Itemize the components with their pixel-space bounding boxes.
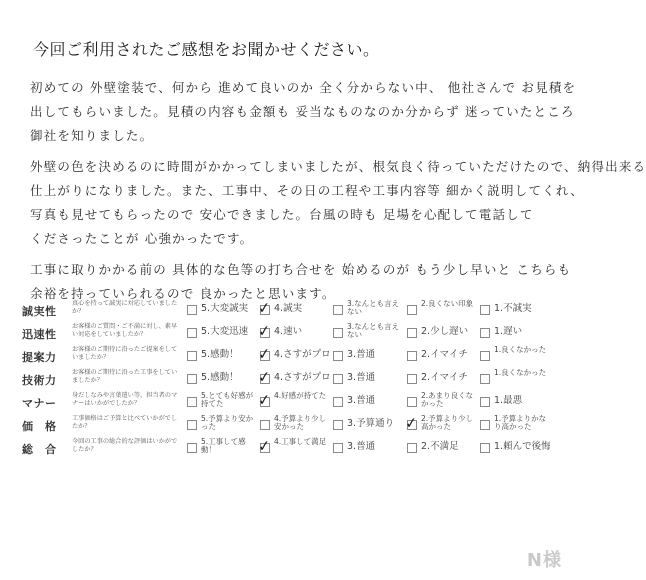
- checkbox[interactable]: [187, 420, 197, 430]
- survey-option[interactable]: [257, 321, 330, 343]
- survey-option[interactable]: [404, 413, 477, 435]
- survey-option[interactable]: [407, 325, 477, 343]
- survey-option[interactable]: [407, 391, 477, 412]
- survey-question: 工事価格はご予算と比べていかがでしたか？: [72, 415, 178, 430]
- option-label: 3.普通: [347, 441, 376, 452]
- checkbox[interactable]: [333, 443, 343, 453]
- survey-option[interactable]: [407, 348, 477, 366]
- survey-option[interactable]: [187, 437, 257, 458]
- survey-option[interactable]: [333, 417, 403, 435]
- checkbox[interactable]: [480, 420, 490, 430]
- option-label: 4.さすがプロ: [274, 349, 331, 360]
- checkbox[interactable]: [260, 420, 270, 430]
- survey-option[interactable]: [480, 414, 550, 435]
- checkbox[interactable]: [187, 443, 197, 453]
- survey-option[interactable]: [333, 394, 403, 412]
- option-label: 2.不満足: [421, 441, 459, 452]
- option-label: 5.感動！: [201, 349, 239, 360]
- survey-option[interactable]: [407, 440, 477, 458]
- option-label: 4.好感が持てた: [274, 391, 327, 400]
- survey-row: [22, 369, 552, 391]
- option-label: 5.とても好感が持てた: [201, 391, 254, 408]
- survey-option[interactable]: [407, 371, 477, 389]
- option-label: 2.イマイチ: [421, 349, 468, 360]
- handwritten-line: 工事に取りかかる前の 具体的な色等の打ち合せを 始めるのが もう少し早いと こちらも: [30, 262, 572, 277]
- survey-option[interactable]: [407, 299, 477, 320]
- checkbox[interactable]: [480, 443, 490, 453]
- option-label: 3.普通: [347, 395, 376, 406]
- handwritten-line: 外壁の色を決めるのに時間がかかってしまいましたが、根気良く待っていただけたので、納得出来る: [30, 159, 646, 174]
- checkbox[interactable]: [480, 328, 490, 338]
- option-label: 5.大変誠実: [201, 303, 249, 314]
- survey-option[interactable]: [187, 302, 257, 320]
- checkbox[interactable]: [480, 397, 490, 407]
- checkbox[interactable]: [187, 351, 197, 361]
- option-label: 1.遅い: [494, 326, 523, 337]
- survey-category: マナー: [22, 397, 57, 410]
- option-label: 5.大変迅速: [201, 326, 249, 337]
- checkbox[interactable]: [333, 420, 343, 430]
- checkbox[interactable]: [407, 443, 417, 453]
- survey-option[interactable]: [187, 371, 257, 389]
- survey-option[interactable]: [187, 391, 257, 412]
- check-mark-icon: ✓: [257, 344, 272, 364]
- option-label: 4.さすがプロ: [274, 372, 331, 383]
- checkbox[interactable]: [480, 374, 490, 384]
- survey-category: 提案力: [22, 351, 57, 364]
- check-mark-icon: ✓: [257, 367, 272, 387]
- option-label: 5.工事して感動！: [201, 437, 246, 454]
- survey-category: 総 合: [22, 443, 57, 456]
- option-label: 4.誠実: [274, 303, 303, 314]
- check-mark-icon: ✓: [257, 390, 272, 410]
- option-label: 1.不誠実: [494, 303, 532, 314]
- option-label: 4.予算より少し安かった: [274, 414, 327, 431]
- check-mark-icon: ✓: [257, 298, 272, 318]
- option-label: 4.工事して満足: [274, 437, 327, 446]
- survey-row: [22, 415, 552, 437]
- survey-category: 技術力: [22, 374, 57, 387]
- survey-question: お客様のご質問・ご不満に対し、素早い対応をしていましたか？: [72, 323, 178, 338]
- checkbox[interactable]: [480, 351, 490, 361]
- checkbox[interactable]: [407, 351, 417, 361]
- survey-row: [22, 346, 552, 368]
- option-label: 2.予算より少し高かった: [421, 414, 474, 431]
- handwritten-line: 余裕を持っていられるので 良かったと思います。: [30, 286, 336, 301]
- survey-option[interactable]: [257, 390, 330, 412]
- handwritten-line: 初めての 外壁塗装で、何から 進めて良いのか 全く分からない中、 他社さんで お見積を: [30, 80, 577, 95]
- survey-row: [22, 323, 552, 345]
- handwritten-line: 写真も見せてもらったので 安心できました。台風の時も 足場を心配して電話して: [30, 207, 534, 222]
- checkbox[interactable]: [333, 328, 343, 338]
- checkbox[interactable]: [407, 374, 417, 384]
- survey-option[interactable]: [257, 298, 330, 320]
- option-label: 3.なんとも言えない: [347, 299, 400, 316]
- survey-category: 価 格: [22, 420, 57, 433]
- survey-option[interactable]: [187, 325, 257, 343]
- handwritten-line: 出してもらいました。見積の内容も金額も 妥当なものなのか分からず 迷っていたところ: [30, 104, 575, 119]
- survey-option[interactable]: [480, 302, 550, 320]
- option-label: 2.イマイチ: [421, 372, 468, 383]
- check-mark-icon: ✓: [404, 413, 419, 433]
- checkbox[interactable]: [187, 305, 197, 315]
- option-label: 5.感動！: [201, 372, 239, 383]
- survey-option[interactable]: [257, 367, 331, 389]
- option-label: 4.速い: [274, 326, 303, 337]
- survey-option[interactable]: [333, 371, 403, 389]
- page-title: 今回ご利用されたご感想をお聞かせください。: [33, 40, 380, 59]
- option-label: 3.なんとも言えない: [347, 322, 400, 339]
- checkbox[interactable]: [407, 397, 417, 407]
- customer-name: N様: [526, 550, 562, 571]
- option-label: 3.普通: [347, 349, 376, 360]
- checkbox[interactable]: [480, 305, 490, 315]
- option-label: 1.最悪: [494, 395, 523, 406]
- survey-question: 真心を持って誠実に対応していましたか？: [72, 300, 178, 315]
- checkbox[interactable]: [187, 374, 197, 384]
- checkbox[interactable]: [407, 305, 417, 315]
- checkbox[interactable]: [333, 351, 343, 361]
- survey-row: [22, 300, 552, 322]
- checkbox[interactable]: [333, 305, 343, 315]
- survey-option[interactable]: [257, 344, 331, 366]
- survey-option[interactable]: [257, 436, 330, 458]
- survey-option[interactable]: [187, 348, 257, 366]
- option-label: 1.良くなかった: [494, 368, 547, 377]
- checkbox[interactable]: [333, 397, 343, 407]
- survey-question: 今回の工事の総合的な評価はいかがでしたか？: [72, 438, 178, 453]
- survey-option[interactable]: [333, 322, 403, 343]
- option-label: 5.予算より安かった: [201, 414, 254, 431]
- option-label: 2.あまり良くなかった: [421, 391, 474, 408]
- survey-row: [22, 392, 552, 414]
- survey-option[interactable]: [480, 368, 550, 389]
- survey-row: [22, 438, 552, 460]
- survey-option[interactable]: [333, 440, 403, 458]
- option-label: 2.良くない印象: [421, 299, 474, 308]
- survey-question: 身だしなみや言葉遣い等、担当者のマナーはいかがでしたか？: [72, 392, 178, 407]
- check-mark-icon: ✓: [257, 436, 272, 456]
- option-label: 2.少し遅い: [421, 326, 469, 337]
- survey-option[interactable]: [480, 440, 550, 458]
- survey-option[interactable]: [480, 394, 550, 412]
- checkbox[interactable]: [333, 374, 343, 384]
- option-label: 3.予算通り: [347, 418, 395, 429]
- option-label: 3.普通: [347, 372, 376, 383]
- survey-option[interactable]: [333, 348, 403, 366]
- option-label: 1.頼んで後悔: [494, 441, 551, 452]
- handwritten-line: くださったことが 心強かったです。: [30, 231, 254, 246]
- survey-option[interactable]: [480, 345, 550, 366]
- handwritten-line: 御社を知りました。: [30, 128, 154, 143]
- survey-option[interactable]: [333, 299, 403, 320]
- option-label: 1.予算よりかなり高かった: [494, 414, 547, 431]
- checkbox[interactable]: [187, 328, 197, 338]
- handwritten-line: 仕上がりになりました。また、工事中、その日の工程や工事内容等 細かく説明してくれ、: [30, 183, 584, 198]
- checkbox[interactable]: [187, 397, 197, 407]
- survey-category: 誠実性: [22, 305, 57, 318]
- survey-question: お客様のご期待に沿った工事をしていましたか？: [72, 369, 178, 384]
- survey-option[interactable]: [260, 414, 330, 435]
- survey-option[interactable]: [187, 414, 257, 435]
- survey-question: お客様のご期待に沿ったご提案をしていましたか？: [72, 346, 178, 361]
- survey-option[interactable]: [480, 325, 550, 343]
- check-mark-icon: ✓: [257, 321, 272, 341]
- option-label: 1.良くなかった: [494, 345, 547, 354]
- checkbox[interactable]: [407, 328, 417, 338]
- survey-category: 迅速性: [22, 328, 57, 341]
